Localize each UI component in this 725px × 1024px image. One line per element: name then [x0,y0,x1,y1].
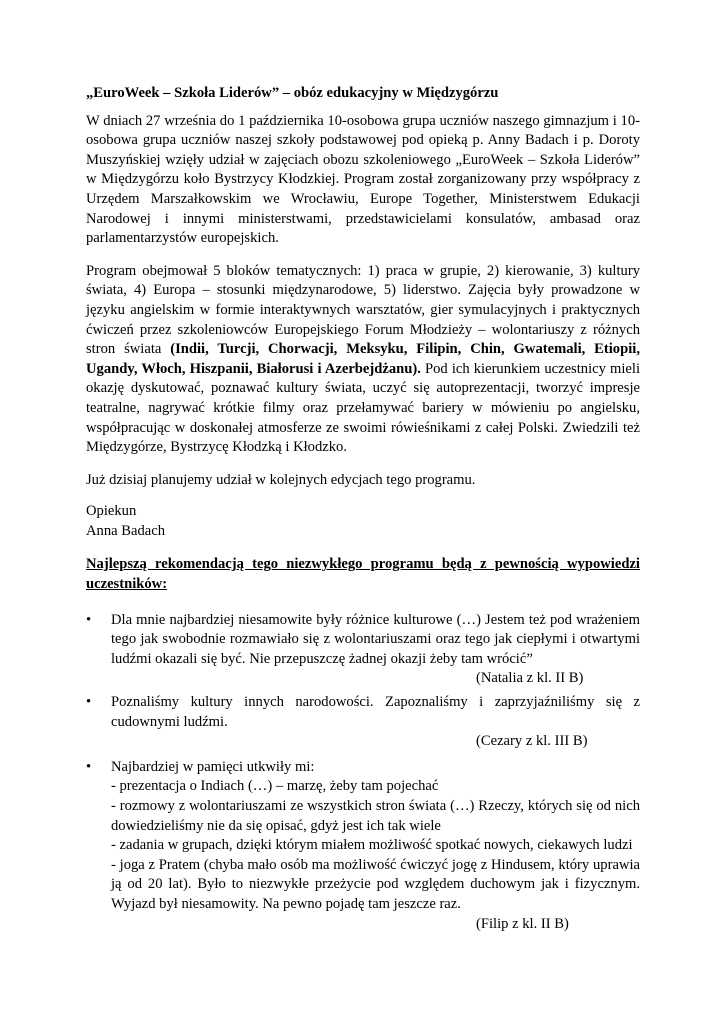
plans-paragraph: Już dzisiaj planujemy udział w kolejnych edycjach tego programu. [86,471,476,488]
testimonial-author: (Filip z kl. II B) [476,915,569,932]
testimonial-author: (Cezary z kl. III B) [476,733,588,750]
testimonial-item [86,693,640,752]
document-page [86,84,640,934]
program-text: Program obejmował 5 bloków tematycznych: 1) praca w grupie, 2) kierowanie, 3) kultury świata, 4) Europa – stosunki międzynarodowe, 5) liderstwo. Zajęcia były prowadzone w języku angielskim w formie interaktywnych warsztatów, gier symulacyjnych i praktycznych ćwiczeń przez szkoleniowców Europejskiego Forum Młodzieży – wolontariuszy z różnych stron świata [86,262,640,358]
recommendation-heading: Najlepszą rekomendacją tego niezwykłego programu będą z pewnością wypowiedzi uczestników: [86,556,640,593]
program-text-continued: Pod ich kierunkiem uczestnicy mieli okazję dyskutować, poznawać kultury świata, uczyć się autoprezentacji, tworzyć impresje teatralne, nagrywać krótkie filmy oraz przełamywać bariery w mówieniu po angielsku, współpracując w doskonałej atmosferze ze swoimi rówieśnikami z całej Polski. Zwiedzili też Międzygórze, Bystrzycę Kłodzką i Kłodzko. [86,360,641,456]
testimonial-item [86,758,640,934]
testimonial-author: (Natalia z kl. II B) [476,670,584,687]
testimonial-text: Dla mnie najbardziej niesamowite były różnice kulturowe (…) Jestem też pod wrażeniem tego jak swobodnie rozmawiało się z wolontariuszami oraz tego jak ciepłymi i otwartymi ludźmi okazali się być. Nie przepuszczę żadnej okazji żeby tam wrócić” [111,611,640,667]
testimonial-item [86,611,640,689]
signature-name: Anna Badach [86,522,166,539]
article-title: „EuroWeek – Szkoła Liderów” – obóz edukacyjny w Międzygórzu [86,85,499,101]
testimonial-text: Poznaliśmy kultury innych narodowości. Zapoznaliśmy i zaprzyjaźniliśmy się z cudownymi ludźmi. [111,694,640,730]
testimonial-line: - rozmowy z wolontariuszami ze wszystkich stron świata (…) Rzeczy, których się od nich dowiedzieliśmy nie da się opisać, gdyż jest ich tak wiele [111,798,640,834]
testimonials-list [86,611,640,935]
testimonial-line: - zadania w grupach, dzięki którym miałem możliwość spotkać nowych, ciekawych ludzi [111,837,633,854]
intro-paragraph: W dniach 27 września do 1 października 10-osobowa grupa uczniów naszego gimnazjum i 10-osobowa grupa uczniów naszej szkoły podstawowej pod opieką p. Anny Badach i p. Doroty Muszyńskiej wzięły udział w zajęciach obozu szkoleniowego „EuroWeek – Szkoła Liderów” w Międzygórzu koło Bystrzycy Kłodzkiej. Program został zorganizowany przy współpracy z Urzędem Marszałkowskim we Wrocławiu, Europe Together, Ministerstwem Edukacji Narodowej i innymi ministerstwami, przedstawicielami konsulatów, ambasad oraz parlamentarzystów europejskich. [86,112,640,247]
signature-role: Opiekun [86,503,137,520]
testimonial-intro: Najbardziej w pamięci utkwiły mi: [111,758,315,775]
bullet-icon: • [86,611,92,628]
testimonial-line: - prezentacja o Indiach (…) – marzę, żeby tam pojechać [111,778,439,795]
program-paragraph [86,262,640,458]
bullet-icon: • [86,694,92,711]
testimonial-line: - joga z Pratem (chyba mało osób ma możliwość ćwiczyć jogę z Hindusem, który uprawia ją od 20 lat). Było to niezwykłe przeżycie pod względem duchowym jak i fizycznym. Wyjazd był niesamowity. Na pewno pojadę tam jeszcze raz. [111,856,640,912]
countries-list: (Indii, Turcji, Chorwacji, Meksyku, Filipin, Chin, Gwatemali, Etiopii, Ugandy, Włoch, Hiszpanii, Białorusi i Azerbejdżanu). [86,341,640,377]
bullet-icon: • [86,758,92,775]
